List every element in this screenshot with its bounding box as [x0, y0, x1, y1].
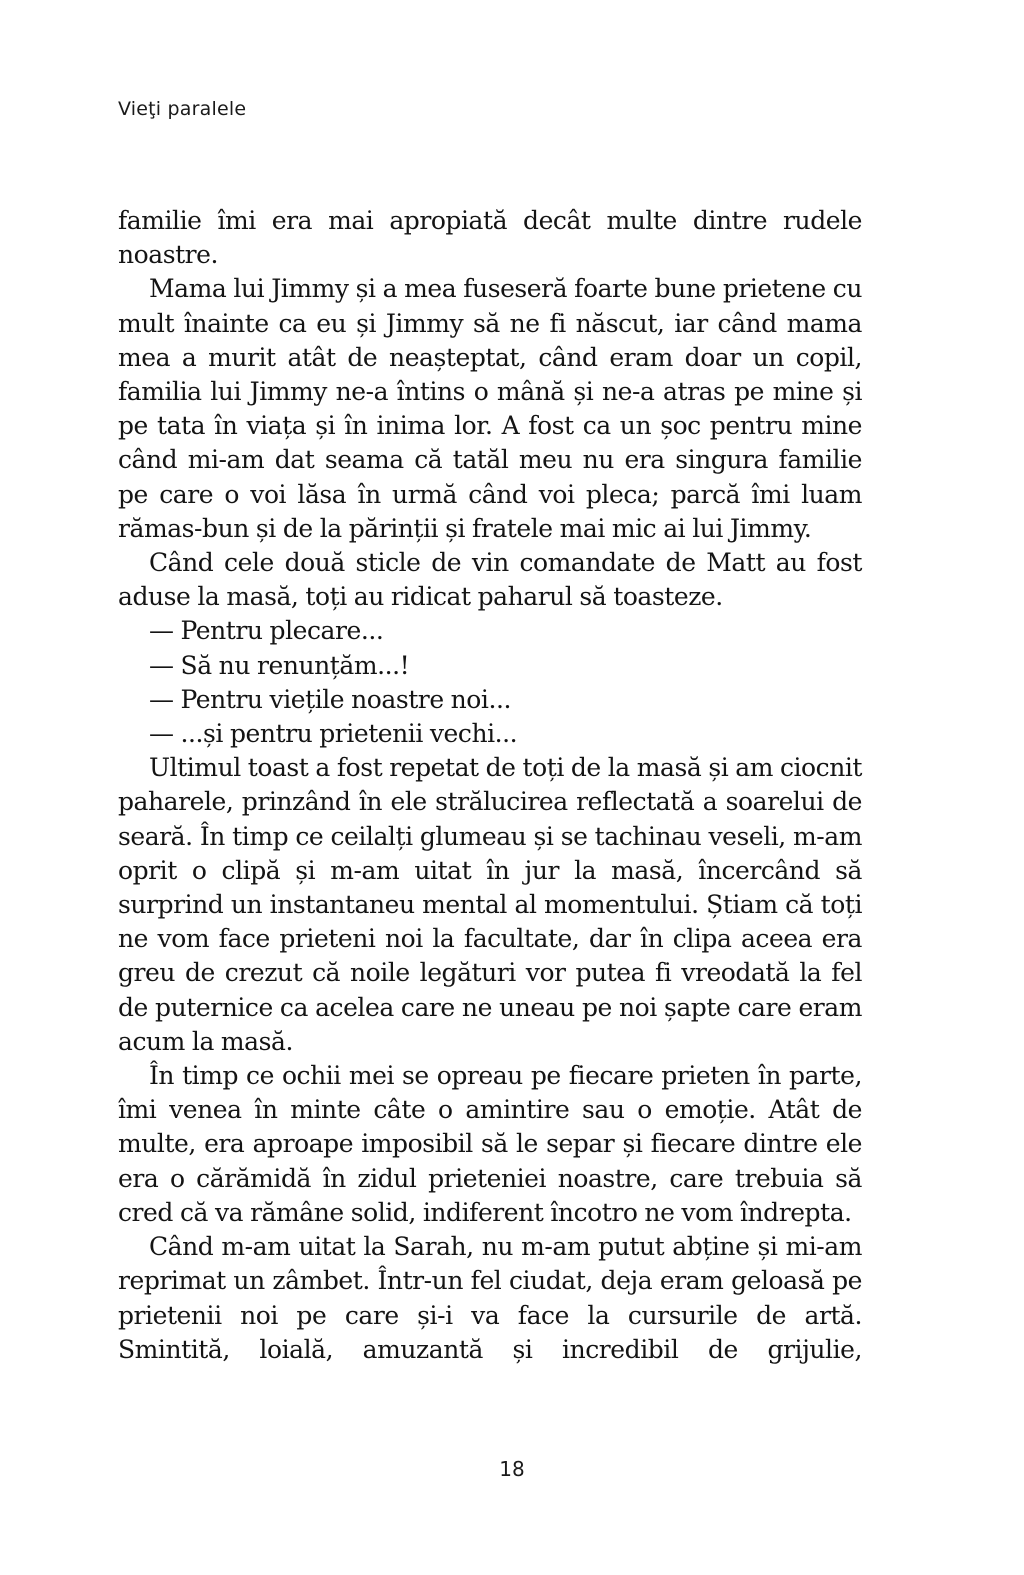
dialogue-line: — Să nu renunțăm...! [149, 650, 410, 680]
paragraph: În timp ce ochii mei se opreau pe fiecare prieten în parte, îmi venea în minte câte o amintire sau o emoție. Atât de multe, era aproape imposibil să le separ și fiecare dintre ele era o cărămidă în zidul prieteniei noastre, care trebuia să cred că va rămâne solid, indiferent încotro ne vom îndrepta. [118, 1061, 862, 1227]
dialogue-line: — Pentru viețile noastre noi... [149, 684, 511, 714]
page-number: 18 [499, 1457, 525, 1481]
paragraph: Când m-am uitat la Sarah, nu m-am putut abține și mi-am reprimat un zâmbet. Într-un fel ciudat, deja eram geloasă pe prietenii noi pe care și-i va face la cursurile de artă. Smintită, loială, amuzantă și incredibil de grijulie, [118, 1232, 862, 1364]
paragraph: Când cele două sticle de vin comandate de Matt au fost aduse la masă, toți au ridicat paharul să toasteze. [118, 548, 862, 612]
paragraph: Ultimul toast a fost repetat de toți de la masă și am ciocnit paharele, prinzând în ele strălucirea reflectată a soarelui de seară. În timp ce ceilalți glumeau și se tachinau veseli, m-am oprit o clipă și m-am uitat în jur la masă, încercând să surprind un instantaneu mental al momentului. Știam că toți ne vom face prieteni noi la facultate, dar în clipa aceea era greu de crezut că noile legături vor putea fi vreodată la fel de puternice ca acelea care ne uneau pe noi șapte care eram acum la masă. [118, 753, 862, 1056]
paragraph: familie îmi era mai apropiată decât multe dintre rudele noastre. [118, 206, 862, 270]
dialogue-line: — Pentru plecare... [149, 616, 384, 646]
dialogue-line: — ...și pentru prietenii vechi... [149, 719, 518, 749]
running-title: Vieţi paralele [118, 98, 247, 120]
body-text [118, 204, 862, 1367]
paragraph: Mama lui Jimmy și a mea fuseseră foarte bune prietene cu mult înainte ca eu și Jimmy să ne fi născut, iar când mama mea a murit atât de neașteptat, când eram doar un copil, familia lui Jimmy ne-a întins o mână și ne-a atras pe mine și pe tata în viața și în inima lor. A fost ca un șoc pentru mine când mi-am dat seama că tatăl meu nu era singura familie pe care o voi lăsa în urmă când voi pleca; parcă îmi luam rămas-bun și de la părinții și fratele mai mic ai lui Jimmy. [118, 274, 862, 543]
